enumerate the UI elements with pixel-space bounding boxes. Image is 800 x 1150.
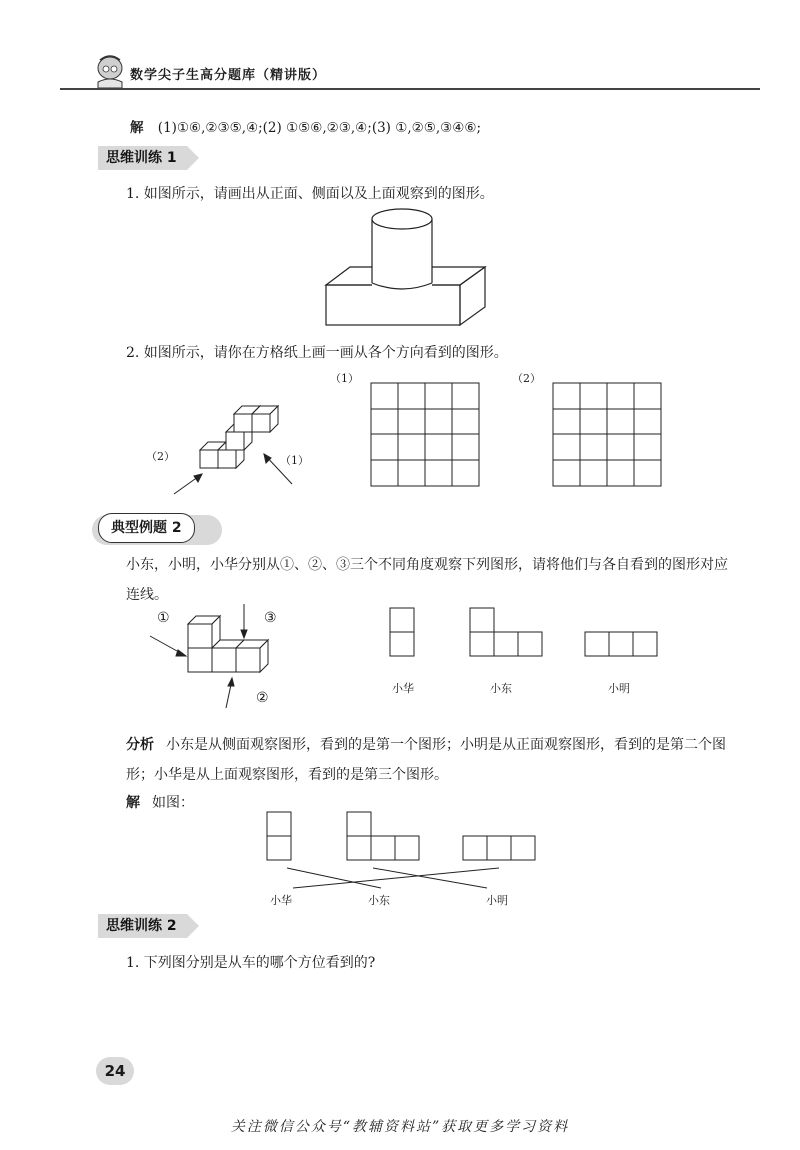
analysis-block — [126, 730, 726, 790]
direction-label-3: ③ — [264, 610, 277, 626]
arrow-label-right: （1） — [280, 454, 309, 467]
footer-note: 关注微信公众号“教辅资料站”获取更多学习资料 — [230, 1119, 570, 1135]
solution-line — [126, 792, 194, 812]
header-rule — [60, 88, 760, 90]
direction-label-2: ② — [256, 690, 269, 706]
tag-arrow-icon — [187, 914, 199, 938]
solution-name-1: 小华 — [270, 894, 292, 907]
cylinder-on-box-figure — [320, 205, 490, 330]
grid-paper-2 — [552, 382, 664, 488]
training1-tag — [98, 146, 199, 170]
solution-figure — [255, 808, 555, 898]
name-label-2: 小东 — [490, 682, 512, 695]
header-title: 数学尖子生高分题库（精讲版） — [130, 68, 327, 83]
answer-line — [130, 116, 481, 136]
analysis-text: 小东是从侧面观察图形，看到的是第一个图形；小明是从正面观察图形，看到的是第二个图形；小华是从上面观察图形，看到的是第三个图形。 — [126, 737, 726, 783]
arrow-label-left: （2） — [146, 450, 175, 463]
training1-tag-label: 思维训练 1 — [98, 146, 187, 170]
solution-name-2: 小东 — [368, 894, 390, 907]
grid2-label: （2） — [512, 372, 541, 385]
solution-name-3: 小明 — [486, 894, 508, 907]
training2-tag-label: 思维训练 2 — [98, 914, 187, 938]
mascot-icon — [92, 52, 128, 90]
training2-tag — [98, 914, 199, 938]
grid1-label: （1） — [330, 372, 359, 385]
name-label-3: 小明 — [608, 682, 630, 695]
page-number: 24 — [96, 1057, 134, 1085]
training1-question1: 1. 如图所示，请画出从正面、侧面以及上面观察到的图形。 — [126, 186, 494, 202]
name-label-1: 小华 — [392, 682, 414, 695]
tag-arrow-icon — [187, 146, 199, 170]
grid-paper-1 — [370, 382, 482, 488]
answer-text: (1)①⑥,②③⑤,④;(2) ①⑤⑥,②③,④;(3) ①,②⑤,③④⑥; — [157, 120, 481, 136]
training1-question2: 2. 如图所示，请你在方格纸上画一画从各个方向看到的图形。 — [126, 345, 508, 361]
analysis-label: 分析 — [126, 737, 154, 753]
cube-stack-figure — [140, 392, 310, 502]
training2-question1: 1. 下列图分别是从车的哪个方位看到的? — [126, 955, 376, 971]
answer-label: 解 — [130, 120, 144, 136]
solution-label: 解 — [126, 795, 140, 811]
view-shapes-row — [380, 600, 670, 666]
example2-tag: 典型例题 2 — [98, 513, 195, 543]
direction-label-1: ① — [157, 610, 170, 626]
example2-problem: 小东，小明，小华分别从①、②、③三个不同角度观察下列图形，请将他们与各自看到的图形对应连线。 — [126, 557, 728, 603]
solution-text: 如图： — [152, 795, 194, 811]
